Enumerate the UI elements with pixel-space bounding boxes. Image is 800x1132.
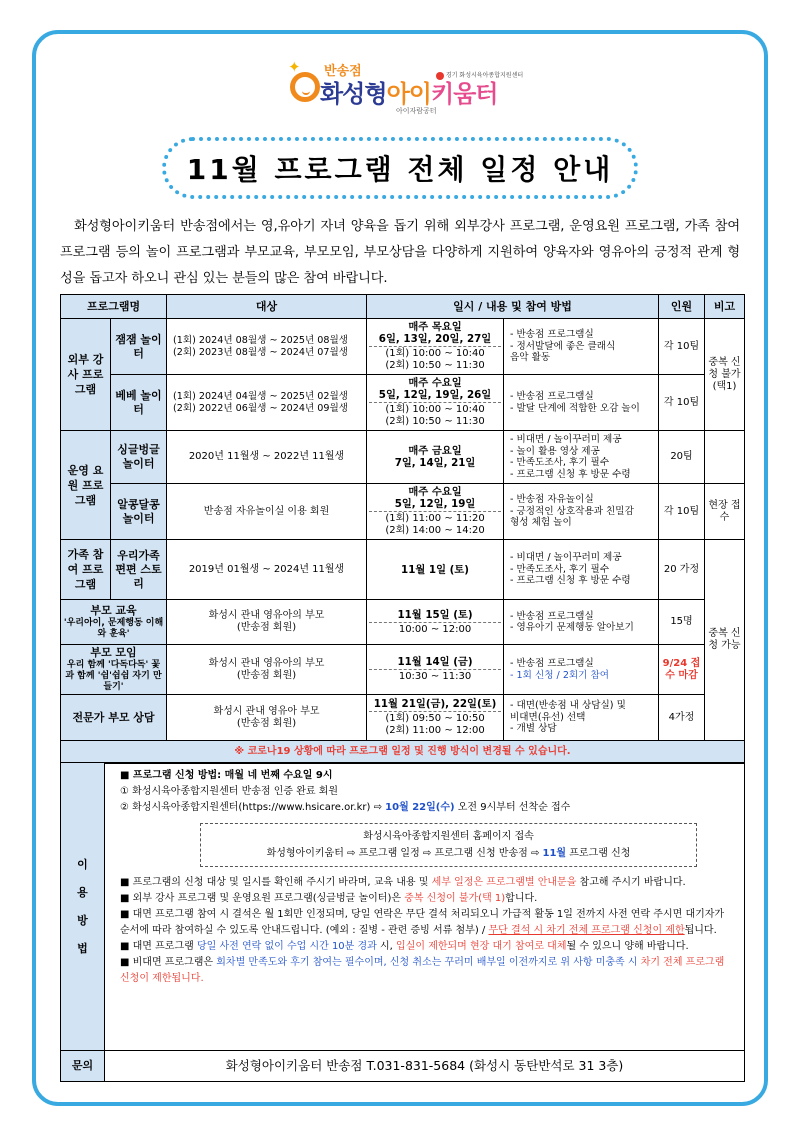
apply-path-box: 화성시육아종합지원센터 홈페이지 접속 화성형아이키움터 ⇨ 프로그램 일정 ⇨ 프로그램 신청 반송점 ⇨ 11월 프로그램 신청 [200, 823, 697, 867]
usage-bullet: ■ 비대면 프로그램은 회차별 만족도와 후기 참여는 필수이며, 신청 취소는 꾸러미 배부일 이전까지로 위 사항 미충족 시 차기 전체 프로그램 신청이 제한됩니다. [120, 957, 725, 984]
usage-bullet: ■ 대면 프로그램 참여 시 결석은 월 1회만 인정되며, 당일 연락은 무단 결석 처리되오니 가급적 활동 1일 전까지 사전 연락 주시면 대기자가 순서에 따라 참여하실 수 있도록 안내드립니다. (예외 : 질병 - 관련 증빙 서류 첨부) / 무단 결석 시 차기 전체 프로그램 신청이 제한됩니다. [120, 909, 725, 936]
logo-name: 화성형아이키움터 [320, 80, 498, 108]
contact-label: 문의 [61, 1051, 105, 1082]
capacity-cell: 각 10팀 [659, 484, 705, 540]
target-cell: 반송점 자유놀이실 이용 회원 [167, 484, 367, 540]
header-capacity: 인원 [659, 295, 705, 319]
method-cell: - 반송점 프로그램실 - 발달 단계에 적합한 오감 놀이 [504, 375, 659, 431]
capacity-cell: 각 10팀 [659, 319, 705, 375]
datetime-cell: 11월 21일(금), 22일(토) (1회) 09:50 ~ 10:50 (2회) 11:00 ~ 12:00 [367, 695, 504, 741]
program-name: 알콩달콩 놀이터 [111, 484, 167, 540]
star-icon: ✦ [288, 58, 301, 76]
logo-subtitle: 아이자람공터 [396, 107, 437, 115]
datetime-cell: 매주 수요일 5일, 12일, 19일, 26일 (1회) 10:00 ~ 10:40 (2회) 10:50 ~ 11:30 [367, 375, 504, 431]
header-program: 프로그램명 [61, 295, 167, 319]
note-cell [705, 431, 745, 484]
title-box [162, 137, 638, 199]
capacity-cell: 20팀 [659, 431, 705, 484]
contact-info: 화성형아이키움터 반송점 T.031-831-5684 (화성시 동탄반석로 31 3층) [105, 1051, 745, 1082]
usage-bullet: ■ 외부 강사 프로그램 및 운영요원 프로그램(싱글벙글 놀이터)은 중복 신청이 불가(택 1)합니다. [120, 893, 538, 904]
note-cell: 현장 접수 [705, 484, 745, 540]
target-cell: 화성시 관내 영유아 부모 (반송점 회원) [167, 695, 367, 741]
capacity-cell: 4가정 [659, 695, 705, 741]
table-row [61, 540, 745, 600]
header-schedule: 일시 / 내용 및 참여 방법 [367, 295, 659, 319]
table-row [61, 484, 745, 540]
method-cell: - 반송점 프로그램실 - 1회 신청 / 2회기 참여 [504, 645, 659, 695]
table-row [61, 319, 745, 375]
usage-label: 이 용 방 법 [61, 763, 105, 1051]
apply-step-1: ① 화성시육아종합지원센터 반송점 인증 완료 회원 [120, 786, 339, 797]
table-row [61, 645, 745, 695]
program-name: 전문가 부모 상담 [61, 695, 167, 741]
method-cell: - 대면(반송점 내 상담실) 및 비대면(유선) 선택 - 개별 상담 [504, 695, 659, 741]
schedule-table [60, 294, 745, 764]
intro-paragraph: 화성형아이키움터 반송점에서는 영,유아기 자녀 양육을 돕기 위해 외부강사 프로그램, 운영요원 프로그램, 가족 참여 프로그램 등의 놀이 프로그램과 부모교육, 부모모임, 부모상담을 다양하게 지원하여 양육자와 영유아의 긍정적 관계 형성을 돕고자 하오니 관심 있는 분들의 많은 참여 바랍니다. [60, 219, 740, 286]
datetime-cell: 11월 14일 (금) 10:30 ~ 11:30 [367, 645, 504, 695]
method-cell: - 비대면 / 놀이꾸러미 제공 - 만족도조사, 후기 필수 - 프로그램 신청 후 방문 수령 [504, 540, 659, 600]
datetime-cell: 매주 수요일 5일, 12일, 19일 (1회) 11:00 ~ 11:20 (2회) 14:00 ~ 14:20 [367, 484, 504, 540]
page-title: 11월 프로그램 전체 일정 안내 [186, 153, 614, 186]
method-cell: - 반송점 프로그램실 - 정서발달에 좋은 클래식 음악 활동 [504, 319, 659, 375]
usage-table [60, 762, 745, 1082]
smile-icon [290, 72, 320, 102]
usage-content [105, 763, 745, 1051]
program-name: 베베 놀이터 [111, 375, 167, 431]
target-cell: (1회) 2024년 04월생 ~ 2025년 02월생 (2회) 2022년 06월생 ~ 2024년 09월생 [167, 375, 367, 431]
header-note: 비고 [705, 295, 745, 319]
footnote: ※ 코로나19 상황에 따라 프로그램 일정 및 진행 방식이 변경될 수 있습니다. [61, 741, 745, 764]
apply-step-2: ② 화성시육아종합지원센터(https://www.hsicare.or.kr) ⇨ 10월 22일(수) 오전 9시부터 선착순 접수 [120, 802, 571, 813]
table-footnote-row [61, 741, 745, 764]
category-family: 가족 참여 프로 그램 [61, 540, 111, 600]
target-cell: 2019년 01월생 ~ 2024년 11월생 [167, 540, 367, 600]
datetime-cell: 매주 목요일 6일, 13일, 20일, 27일 (1회) 10:00 ~ 10:40 (2회) 10:50 ~ 11:30 [367, 319, 504, 375]
program-name: 부모 교육 '우리아이, 문제행동 이해와 훈육' [61, 600, 167, 645]
datetime-cell: 11월 1일 (토) [367, 540, 504, 600]
capacity-cell: 20 가정 [659, 540, 705, 600]
program-name: 싱글벙글 놀이터 [111, 431, 167, 484]
usage-bullet: ■ 대면 프로그램 당일 사전 연락 없이 수업 시간 10분 경과 시, 입실이 제한되며 현장 대기 참여로 대체될 수 있으니 양해 바랍니다. [120, 941, 689, 952]
apply-title: ■ 프로그램 신청 방법: 매월 네 번째 수요일 9시 [120, 770, 333, 781]
target-cell: 화성시 관내 영유아의 부모 (반송점 회원) [167, 600, 367, 645]
method-cell: - 반송점 프로그램실 - 영유아기 문제행동 알아보기 [504, 600, 659, 645]
logo-branch: 반송점 [324, 64, 362, 79]
method-cell: - 비대면 / 놀이꾸러미 제공 - 놀이 활용 영상 제공 - 만족도조사, 후기 필수 - 프로그램 신청 후 방문 수령 [504, 431, 659, 484]
datetime-cell: 매주 금요일 7일, 14일, 21일 [367, 431, 504, 484]
category-staff: 운영 요원 프로 그램 [61, 431, 111, 540]
program-name: 부모 모임 우리 함께 '다독다독' 꽃과 함께 '쉼'쉼쉼 자기 만들기' [61, 645, 167, 695]
target-cell: 화성시 관내 영유아의 부모 (반송점 회원) [167, 645, 367, 695]
program-name: 잼잼 놀이터 [111, 319, 167, 375]
org-logo-icon [436, 72, 444, 80]
usage-row [61, 763, 745, 1051]
capacity-cell: 각 10팀 [659, 375, 705, 431]
contact-row [61, 1051, 745, 1082]
datetime-cell: 11월 15일 (토) 10:00 ~ 12:00 [367, 600, 504, 645]
table-row [61, 375, 745, 431]
target-cell: 2020년 11월생 ~ 2022년 11월생 [167, 431, 367, 484]
table-header-row [61, 295, 745, 319]
method-cell: - 반송점 자유놀이실 - 긍정적인 상호작용과 친밀감 형성 체험 놀이 [504, 484, 659, 540]
note-cell: 중복 신청 불가 (택1) [705, 319, 745, 431]
target-cell: (1회) 2024년 08월생 ~ 2025년 08월생 (2회) 2023년 08월생 ~ 2024년 07월생 [167, 319, 367, 375]
capacity-cell: 9/24 접수 마감 [659, 645, 705, 695]
table-row [61, 431, 745, 484]
capacity-cell: 15명 [659, 600, 705, 645]
program-name: 우리가족 편편 스토리 [111, 540, 167, 600]
org-mark: 경기 화성시육아종합지원센터 [436, 70, 523, 80]
table-row [61, 600, 745, 645]
note-cell: 중복 신청 가능 [705, 540, 745, 741]
table-row [61, 695, 745, 741]
category-external: 외부 강사 프로 그램 [61, 319, 111, 431]
usage-bullet: ■ 프로그램의 신청 대상 및 일시를 확인해 주시기 바라며, 교육 내용 및 세부 일정은 프로그램별 안내문을 참고해 주시기 바랍니다. [120, 877, 686, 888]
header-target: 대상 [167, 295, 367, 319]
